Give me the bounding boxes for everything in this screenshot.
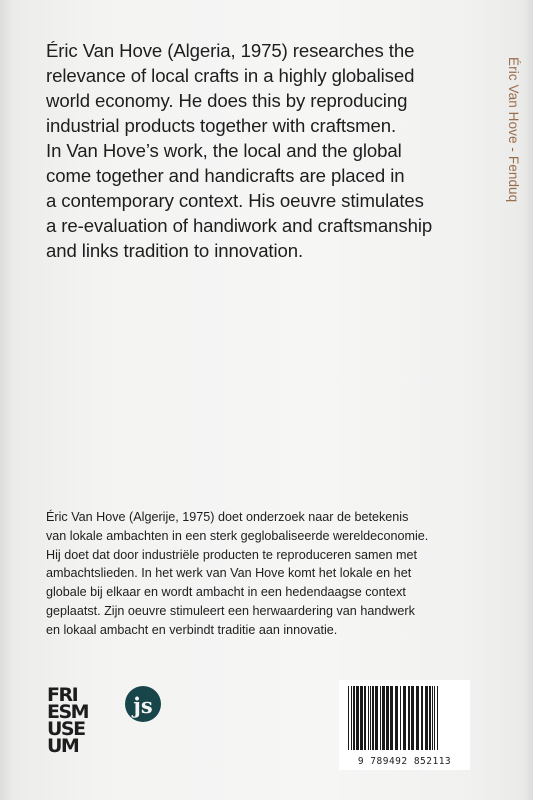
english-line: Éric Van Hove (Algeria, 1975) researches the (46, 40, 415, 61)
barcode-bar (386, 686, 389, 750)
english-line: and links tradition to innovation. (46, 240, 304, 261)
barcode-bar (360, 686, 363, 750)
dutch-description (46, 508, 486, 640)
barcode-bar (400, 686, 401, 750)
barcode-bar (353, 686, 355, 750)
barcode-bar (348, 686, 349, 750)
barcode-bar (375, 686, 378, 750)
js-publisher-logo (125, 686, 161, 722)
barcode-bar (434, 686, 435, 750)
english-line: industrial products together with craftsmen. (46, 115, 397, 136)
barcode-bar (372, 686, 374, 750)
spine-title: Éric Van Hove - Fenduq (506, 57, 521, 203)
barcode-bar (437, 686, 438, 750)
barcode-bar (425, 686, 428, 750)
right-edge-shadow (523, 0, 533, 800)
english-line: In Van Hove’s work, the local and the global (46, 140, 402, 161)
barcode-bar (382, 686, 385, 750)
barcode-bar (416, 686, 419, 750)
barcode-bar (411, 686, 414, 750)
barcode-bar (395, 686, 398, 750)
barcode-bar (380, 686, 381, 750)
barcode-bar (429, 686, 431, 750)
english-line: a re-evaluation of handiwork and craftsmanship (46, 215, 433, 236)
english-line: world economy. He does this by reproducing (46, 90, 408, 111)
barcode-bar (356, 686, 359, 750)
dutch-line: ambachtslieden. In het werk van Van Hove komt het lokale en het (46, 566, 412, 581)
barcode-bar (351, 686, 352, 750)
fries-museum-logo (47, 684, 89, 757)
logo-line: FRI (47, 684, 78, 706)
left-edge-shadow (0, 0, 14, 800)
dutch-line: globale bij elkaar en wordt ambacht in een hedendaagse context (46, 585, 406, 600)
barcode-bar (421, 686, 423, 750)
barcode-bars (347, 686, 462, 754)
barcode-bar (364, 686, 366, 750)
barcode-bar (432, 686, 433, 750)
dutch-line: van lokale ambachten in een sterk geglobaliseerde wereldeconomie. (46, 528, 429, 543)
logo-line: USE (47, 718, 85, 740)
english-line: a contemporary context. His oeuvre stimulates (46, 190, 424, 211)
dutch-line: en lokaal ambacht en verbindt traditie aan innovatie. (46, 622, 338, 637)
barcode-bar (370, 686, 371, 750)
english-line: come together and handicrafts are placed in (46, 165, 405, 186)
isbn-number: 9 789492 852113 (357, 756, 452, 767)
dutch-line: Hij doet dat door industriële producten te reproduceren samen met (46, 547, 418, 562)
barcode-bar (403, 686, 406, 750)
barcode-bar (390, 686, 393, 750)
dutch-line: geplaatst. Zijn oeuvre stimuleert een herwaardering van handwerk (46, 603, 415, 618)
logo-line: UM (47, 735, 79, 757)
english-line: relevance of local crafts in a highly globalised (46, 65, 415, 86)
js-logo-text: js (133, 692, 153, 718)
barcode (339, 680, 470, 770)
english-description (46, 38, 476, 263)
dutch-line: Éric Van Hove (Algerije, 1975) doet onderzoek naar de betekenis (46, 510, 409, 524)
barcode-bar (408, 686, 410, 750)
barcode-bar (368, 686, 369, 750)
logo-line: ESM (47, 701, 89, 723)
